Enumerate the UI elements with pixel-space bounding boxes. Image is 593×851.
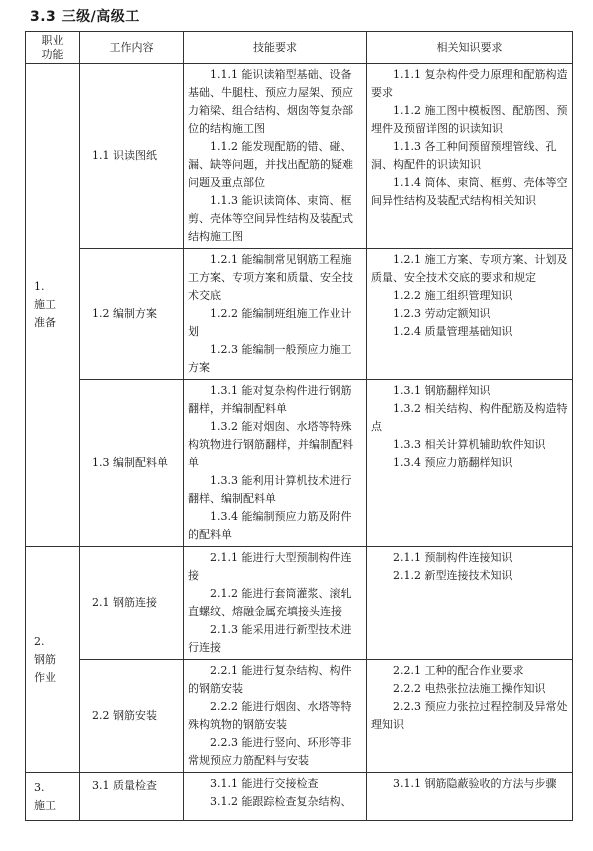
table-row [26,547,573,660]
skills-cell: 1.1.1 能识读箱型基础、设备基础、牛腿柱、预应力屋架、预应力箱梁、组合结构、烟囱等复杂部位的结构施工图 1.1.2 能发现配筋的错、碰、漏、缺等问题，并找出配筋的疑难问题及重点部位 1.1.3 能识读筒体、束筒、框剪、壳体等空间异性结构及装配式结构施工图 [184,64,367,249]
function-cell-2: 2. 钢筋 作业 [26,547,80,773]
work-content-cell: 1.1 识读图纸 [80,64,184,249]
skills-cell: 1.2.1 能编制常见钢筋工程施工方案、专项方案和质量、安全技术交底 1.2.2 能编制班组施工作业计划 1.2.3 能编制一般预应力施工方案 [184,249,367,380]
skill-requirements-table [25,31,573,821]
work-content-cell: 3.1 质量检查 [80,773,184,821]
work-content-cell: 1.2 编制方案 [80,249,184,380]
table-header-row [26,32,573,64]
knowledge-cell: 2.1.1 预制构件连接知识 2.1.2 新型连接技术知识 [367,547,573,660]
skills-cell: 3.1.1 能进行交接检查 3.1.2 能跟踪检查复杂结构、 [184,773,367,821]
col-header-knowledge: 相关知识要求 [367,32,573,64]
work-content-cell: 2.1 钢筋连接 [80,547,184,660]
knowledge-cell: 3.1.1 钢筋隐蔽验收的方法与步骤 [367,773,573,821]
work-content-cell: 2.2 钢筋安装 [80,660,184,773]
table-row [26,380,573,547]
skills-cell: 1.3.1 能对复杂构件进行钢筋翻样，并编制配料单 1.3.2 能对烟囱、水塔等特殊构筑物进行钢筋翻样，并编制配料单 1.3.3 能利用计算机技术进行翻样、编制配料单 1.3.4 能编制预应力筋及附件的配料单 [184,380,367,547]
work-content-cell: 1.3 编制配料单 [80,380,184,547]
skills-cell: 2.1.1 能进行大型预制构件连接 2.1.2 能进行套筒灌浆、滚轧直螺纹、熔融金属充填接头连接 2.1.3 能采用进行新型技术进行连接 [184,547,367,660]
col-header-content: 工作内容 [80,32,184,64]
col-header-skills: 技能要求 [184,32,367,64]
knowledge-cell: 1.3.1 钢筋翻样知识 1.3.2 相关结构、构件配筋及构造特点 1.3.3 相关计算机辅助软件知识 1.3.4 预应力筋翻样知识 [367,380,573,547]
skills-cell: 2.2.1 能进行复杂结构、构件的钢筋安装 2.2.2 能进行烟囱、水塔等特殊构筑物的钢筋安装 2.2.3 能进行竖向、环形等非常规预应力筋配料与安装 [184,660,367,773]
knowledge-cell: 2.2.1 工种的配合作业要求 2.2.2 电热张拉法施工操作知识 2.2.3 预应力张拉过程控制及异常处理知识 [367,660,573,773]
col-header-function: 职业 功能 [26,32,80,64]
table-row [26,773,573,821]
knowledge-cell: 1.2.1 施工方案、专项方案、计划及质量、安全技术交底的要求和规定 1.2.2 施工组织管理知识 1.2.3 劳动定额知识 1.2.4 质量管理基础知识 [367,249,573,380]
knowledge-cell: 1.1.1 复杂构件受力原理和配筋构造要求 1.1.2 施工图中模板图、配筋图、预埋件及预留详图的识读知识 1.1.3 各工种间预留预埋管线、孔洞、构配件的识读知识 1.1.4 筒体、束筒、框剪、壳体等空间异性结构及装配式结构相关知识 [367,64,573,249]
table-row [26,660,573,773]
table-row [26,249,573,380]
function-cell-1: 1. 施工 准备 [26,64,80,547]
table-row [26,64,573,249]
section-heading: 3.3 三级/高级工 [30,9,140,25]
function-cell-3: 3. 施工 [26,773,80,821]
